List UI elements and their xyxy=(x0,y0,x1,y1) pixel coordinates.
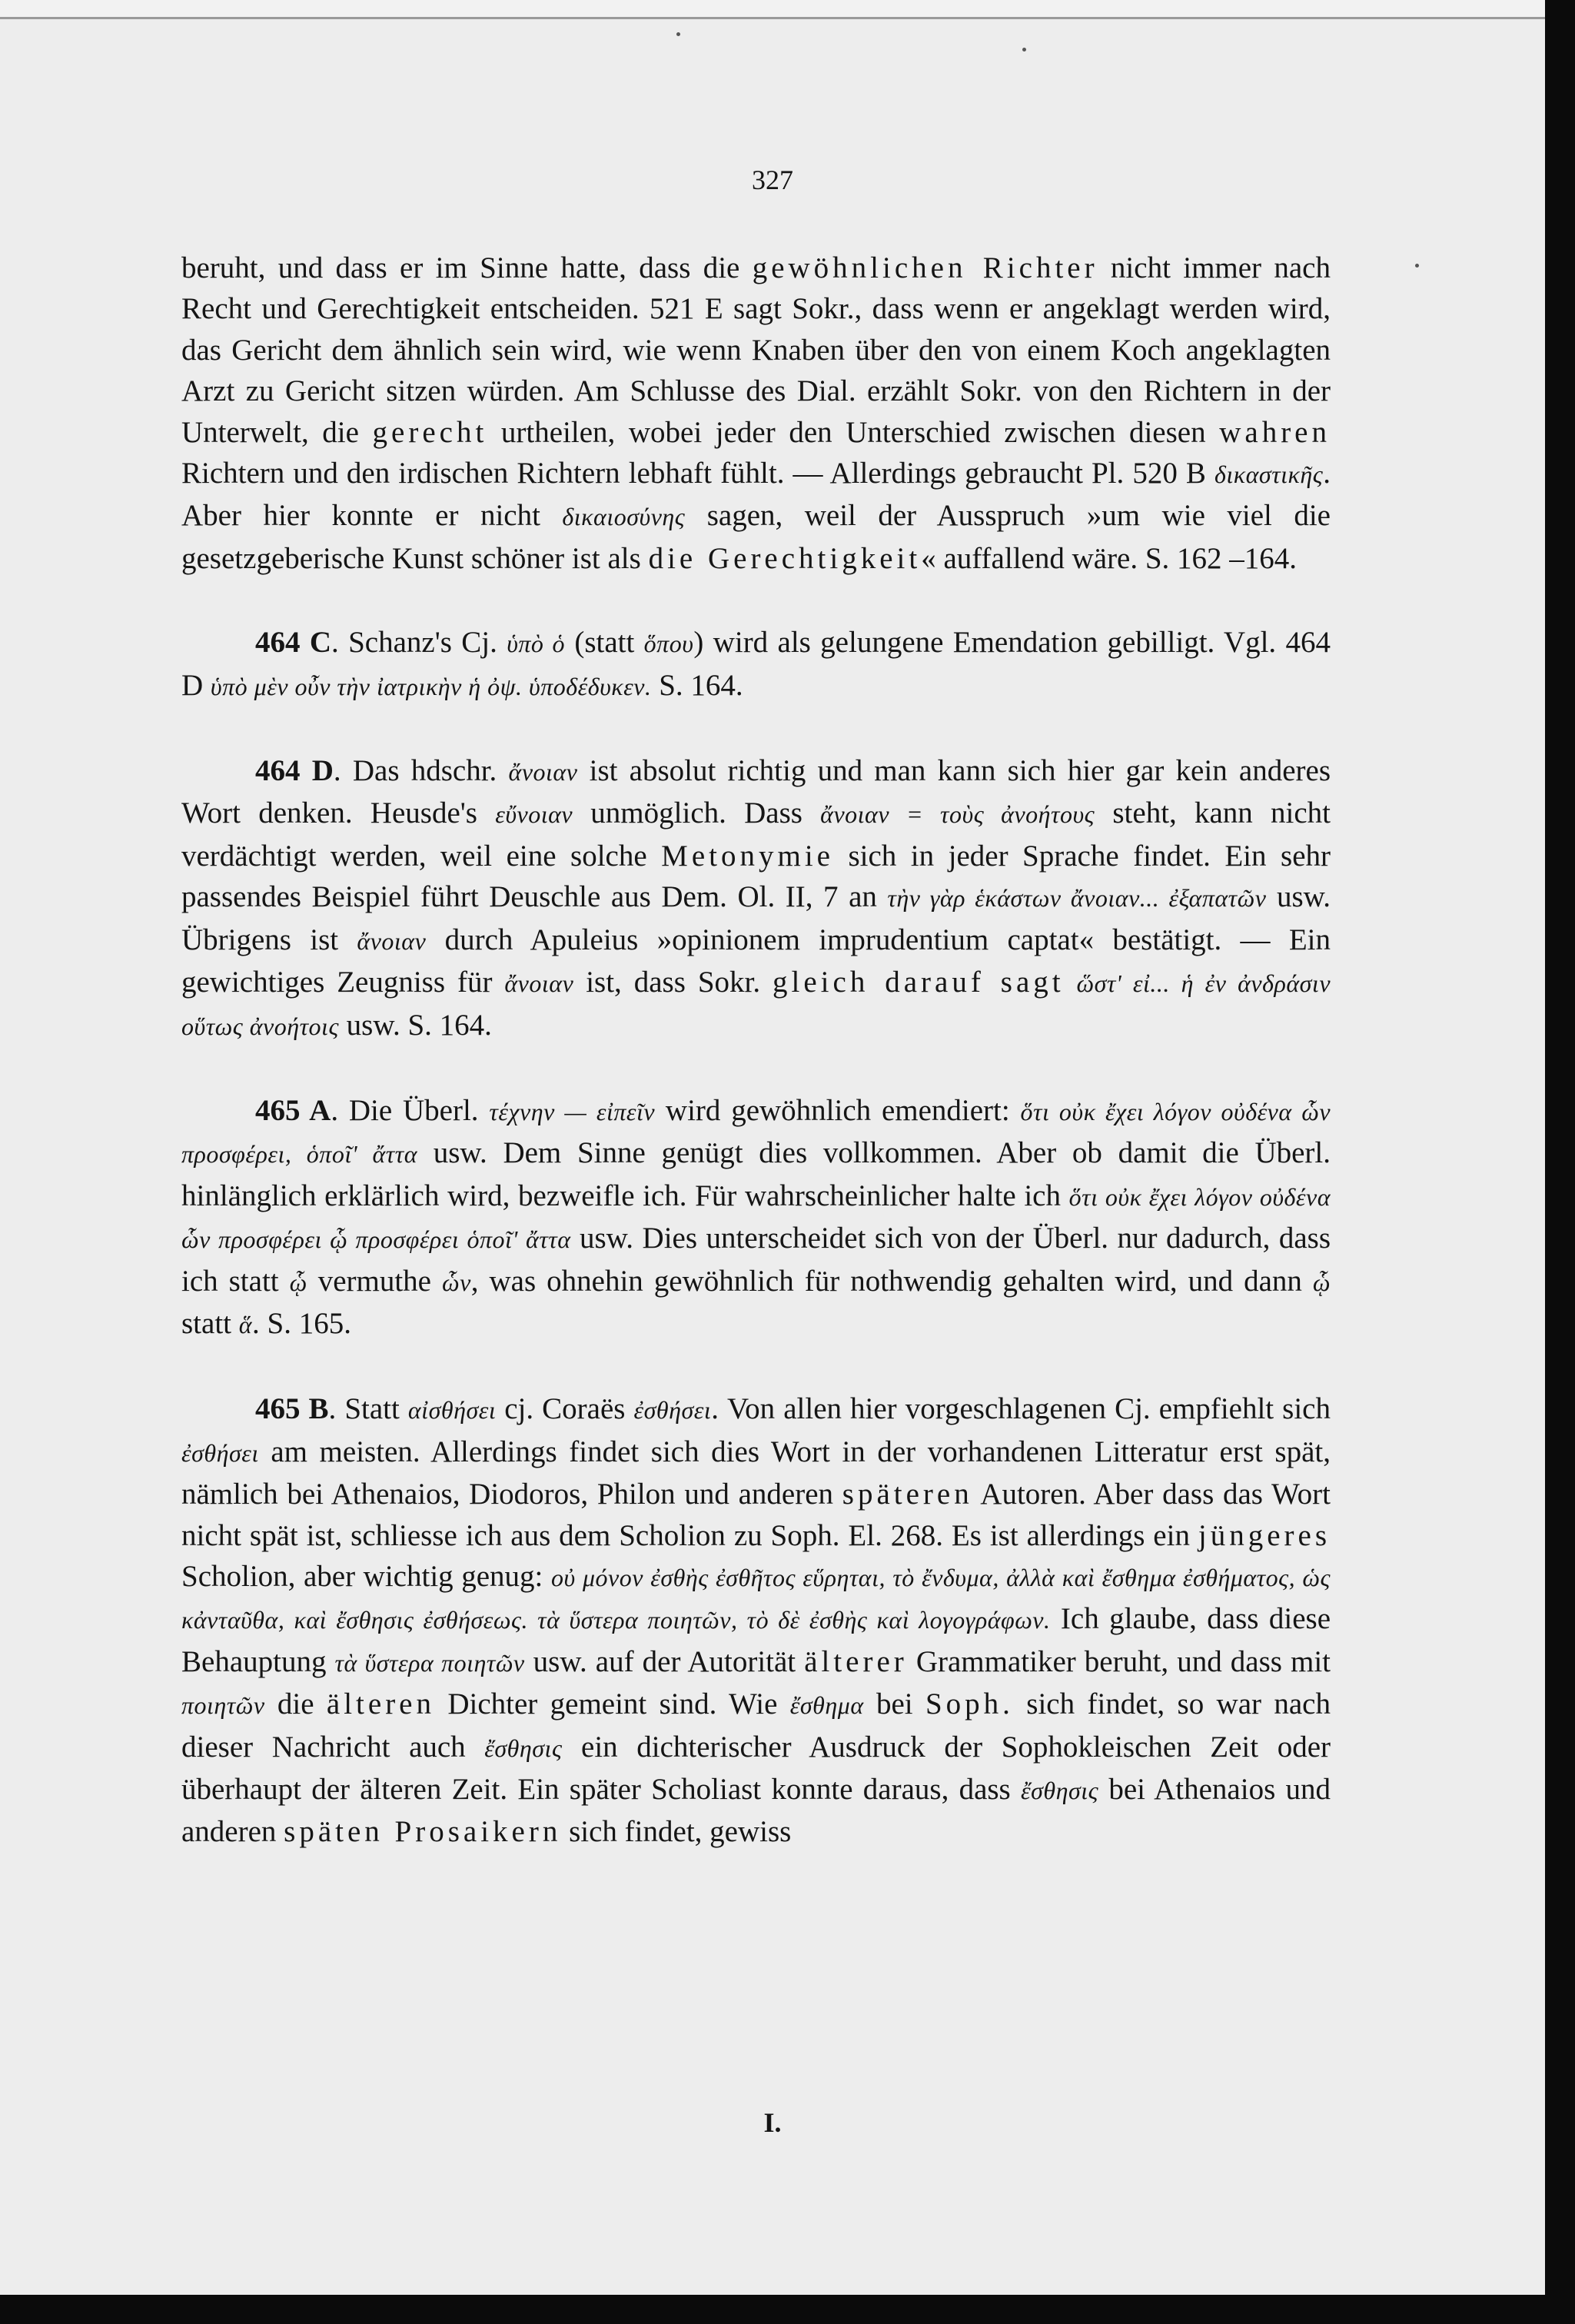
page-number: 327 xyxy=(752,165,793,195)
body-text xyxy=(181,248,1331,1853)
signature-mark: I. xyxy=(763,2107,782,2138)
scan-speck xyxy=(676,32,680,36)
page-top-edge xyxy=(0,0,1545,19)
paragraph-465a: 465 A. Die Überl. τέχνην — εἰπεῖν wird gewöhnlich emendiert: ὅτι οὐκ ἔχει λόγον οὐδένα ὧν προσφέρει, ὁποῖ' ἄττα usw. Dem Sinne genügt dies vollkommen. Aber ob damit die Überl. hinlänglich erklärlich wird, bezweifle ich. Für wahrscheinlicher halte ich ὅτι οὐκ ἔχει λόγον οὐδένα ὧν προσφέρει ᾧ προσφέρει ὁποῖ' ἄττα usw. Dies unterscheidet sich von der Überl. nur dadurch, dass ich statt ᾧ vermuthe ὧν, was ohnehin gewöhnlich für nothwendig gehalten wird, und dann ᾧ statt ἅ. S. 165. xyxy=(181,1093,1331,1340)
paragraph-464c: 464 C. Schanz's Cj. ὑπὸ ὁ (statt ὅπου) wird als gelungene Emendation gebilligt. Vgl. 464 D ὑπὸ μὲν οὖν τὴν ἰατρικὴν ἡ ὀψ. ὑποδέδυκεν. S. 164. xyxy=(181,626,1331,702)
scan-speck xyxy=(1022,48,1026,52)
paragraph-464d: 464 D. Das hdschr. ἄνοιαν ist absolut richtig und man kann sich hier gar kein anderes Wort denken. Heusde's εὔνοιαν unmöglich. Dass ἄνοιαν = τοὺς ἀνοήτους steht, kann nicht verdächtigt werden, weil eine solche Metonymie sich in jeder Sprache findet. Ein sehr passendes Beispiel führt Deuschle aus Dem. Ol. II, 7 an τὴν γὰρ ἑκάστων ἄνοιαν... ἐξαπατῶν usw. Übrigens ist ἄνοιαν durch Apuleius »opinionem imprudentium captat« bestätigt. — Ein gewichtiges Zeugniss für ἄνοιαν ist, dass Sokr. gleich darauf sagt ὥστ' εἰ... ἡ ἐν ἀνδράσιν οὕτως ἀνοήτοις usw. S. 164. xyxy=(181,754,1331,1042)
paragraph-465b: 465 B. Statt αἰσθήσει cj. Coraës ἐσθήσει. Von allen hier vorgeschlagenen Cj. empfiehlt sich ἐσθήσει am meisten. Allerdings findet sich dies Wort in der vorhandenen Litteratur erst spät, nämlich bei Athenaios, Diodoros, Philon und anderen späteren Autoren. Aber dass das Wort nicht spät ist, schliesse ich aus dem Scholion zu Soph. El. 268. Es ist allerdings ein jüngeres Scholion, aber wichtig genug: οὐ μόνον ἐσθὴς ἐσθῆτος εὕρηται, τὸ ἔνδυμα, ἀλλὰ καὶ ἔσθημα ἐσθήματος, ὡς κἀνταῦθα, καὶ ἔσθησις ἐσθήσεως. τὰ ὕστερα ποιητῶν, τὸ δὲ ἐσθὴς καὶ λογογράφων. Ich glaube, dass diese Behauptung τὰ ὕστερα ποιητῶν usw. auf der Autorität älterer Grammatiker beruht, und dass mit ποιητῶν die älteren Dichter gemeint sind. Wie ἔσθημα bei Soph. sich findet, so war nach dieser Nachricht auch ἔσθησις ein dichterischer Ausdruck der Sophokleischen Zeit oder überhaupt der älteren Zeit. Ein später Scholiast konnte daraus, dass ἔσθησις bei Athenaios und anderen späten Prosaikern sich findet, gewiss xyxy=(181,1392,1331,1849)
scan-speck xyxy=(1415,264,1419,268)
paragraph-continuation: beruht, und dass er im Sinne hatte, dass die gewöhnlichen Richter nicht immer nach Recht und Gerechtigkeit entscheiden. 521 E sagt Sokr., dass wenn er angeklagt werden wird, das Gericht dem ähnlich sein wird, wie wenn Knaben über den von einem Koch angeklagten Arzt zu Gericht sitzen würden. Am Schlusse des Dial. erzählt Sokr. von den Richtern in der Unterwelt, die gerecht urtheilen, wobei jeder den Unterschied zwischen diesen wahren Richtern und den irdischen Richtern lebhaft fühlt. — Allerdings gebraucht Pl. 520 B δικαστικῆς. Aber hier konnte er nicht δικαιοσύνης sagen, weil der Ausspruch »um wie viel die gesetzgeberische Kunst schöner ist als die Gerechtigkeit« auffallend wäre. S. 162 –164. xyxy=(181,251,1331,575)
